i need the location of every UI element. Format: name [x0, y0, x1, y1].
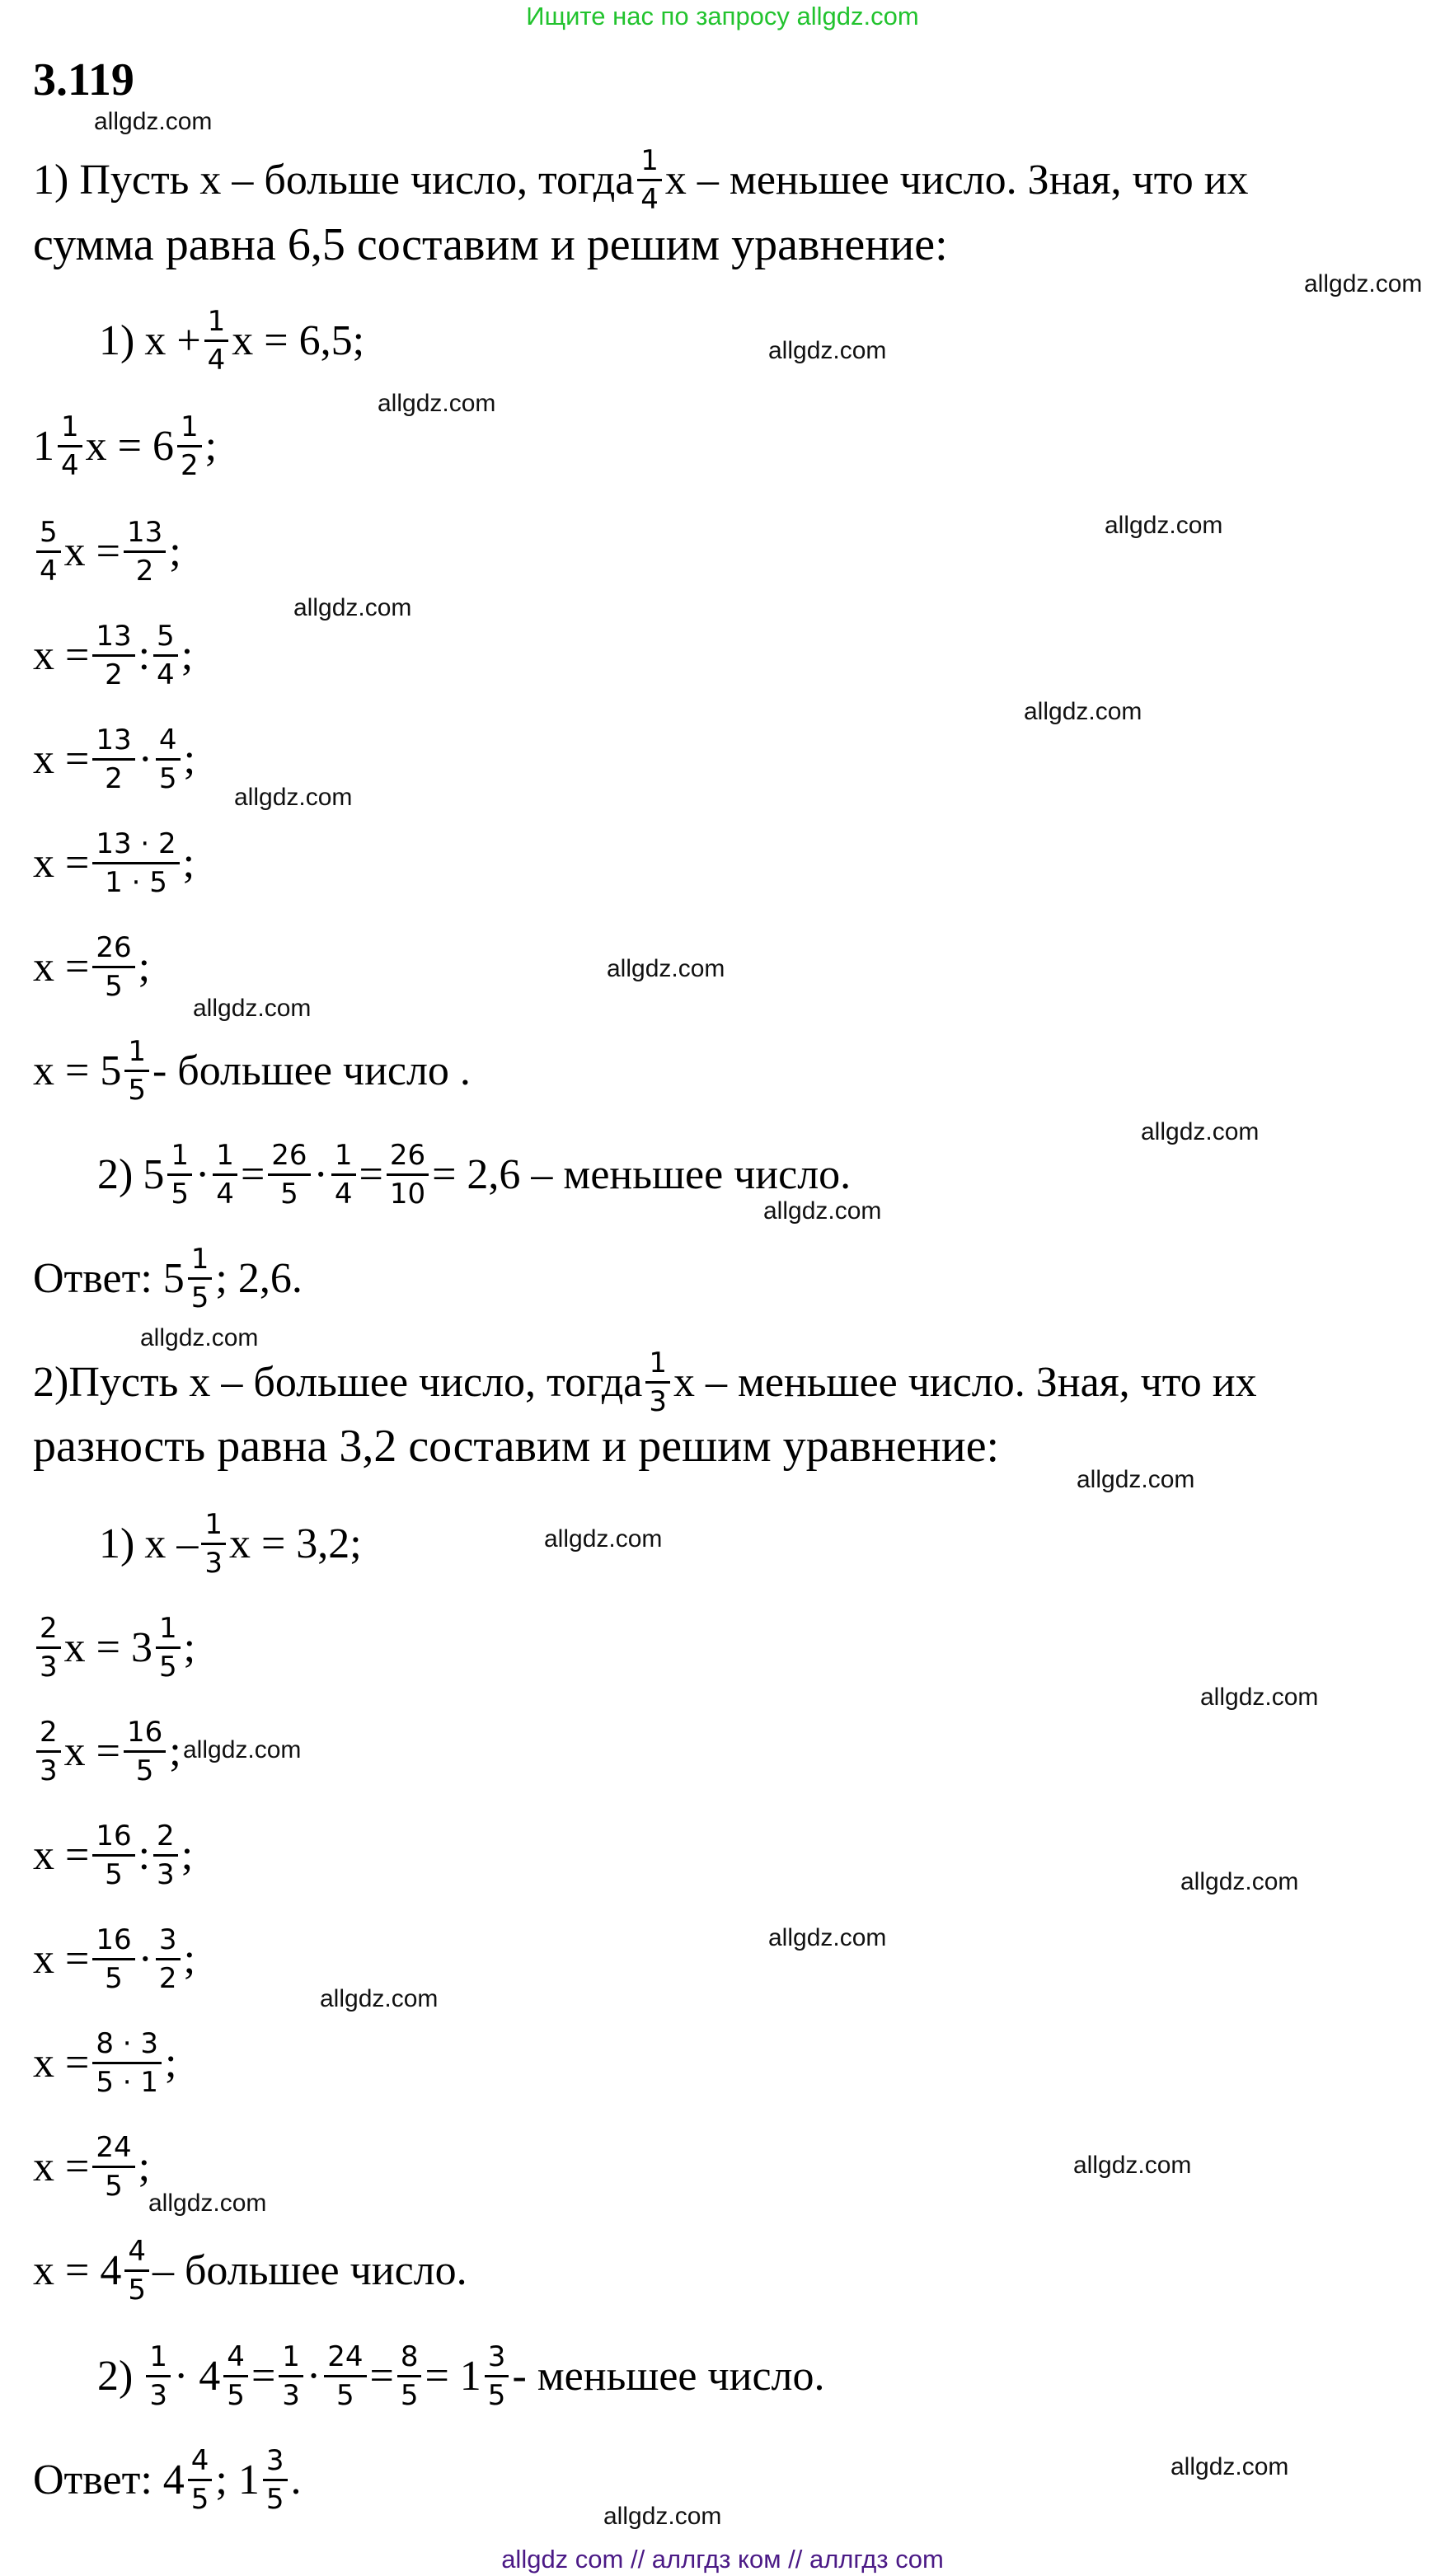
- watermark: allgdz.com: [1180, 1868, 1299, 1895]
- watermark: allgdz.com: [603, 2503, 722, 2530]
- watermark: allgdz.com: [1073, 2152, 1192, 2179]
- part2-eq5: x = $\frac{16}{5}$ · $\frac{3}{2}$ ;: [33, 1923, 196, 1995]
- watermark: allgdz.com: [1105, 512, 1223, 539]
- watermark: allgdz.com: [544, 1525, 663, 1553]
- watermark: allgdz.com: [1171, 2453, 1289, 2480]
- watermark: allgdz.com: [763, 1197, 882, 1225]
- fraction: $\frac{1}{4}$: [637, 144, 662, 216]
- watermark: allgdz.com: [768, 337, 887, 364]
- part2-eq6: x = $\frac{8 \cdot 3}{5 \cdot 1}$ ;: [33, 2027, 177, 2099]
- part2-intro-line1: 2)Пусть x – большее число, тогда $\frac{1}{3}$ x – меньшее число. Зная, что их: [33, 1347, 1257, 1418]
- watermark: allgdz.com: [140, 1324, 259, 1351]
- watermark: allgdz.com: [768, 1924, 887, 1951]
- search-banner: Ищите нас по запросу allgdz.com: [526, 2, 919, 30]
- watermark: allgdz.com: [320, 1985, 439, 2012]
- part1-eq7: x = $\frac{26}{5}$ ;: [33, 931, 151, 1003]
- watermark: allgdz.com: [293, 594, 412, 621]
- part1-intro-line2: сумма равна 6,5 составим и решим уравнение:: [33, 219, 948, 270]
- task-number: 3.119: [33, 54, 134, 105]
- part2-answer: Ответ: 4 $\frac{4}{5}$ ; 1 $\frac{3}{5}$ .: [33, 2444, 302, 2516]
- watermark: allgdz.com: [148, 2190, 267, 2217]
- text: x – меньшее число. Зная, что их: [664, 156, 1249, 204]
- part1-eq2: 1 $\frac{1}{4}$ x = 6 $\frac{1}{2}$ ;: [33, 410, 218, 482]
- part1-step1: 1) x + $\frac{1}{4}$ x = 6,5;: [99, 305, 365, 377]
- part2-eq4: x = $\frac{16}{5}$ : $\frac{2}{3}$ ;: [33, 1820, 194, 1891]
- part1-intro-line1: [33, 144, 1249, 216]
- part2-step2: 2) $\frac{1}{3}$ · 4 $\frac{4}{5}$ = $\frac{1}{3}$ · $\frac{24}{5}$ = $\frac{8}{5}$ = 1 $\frac{3}{5}$ - меньшее число.: [97, 2340, 825, 2412]
- part1-eq8: x = 5 $\frac{1}{5}$ - большее число .: [33, 1035, 471, 1107]
- watermark: allgdz.com: [607, 955, 725, 982]
- watermark: allgdz.com: [193, 995, 312, 1022]
- part1-eq5: x = $\frac{13}{2}$ · $\frac{4}{5}$ ;: [33, 724, 196, 795]
- footer-links[interactable]: allgdz com // аллгдз ком // аллгдз com: [501, 2545, 944, 2574]
- part1-eq4: x = $\frac{13}{2}$ : $\frac{5}{4}$ ;: [33, 620, 194, 691]
- watermark: allgdz.com: [234, 784, 353, 811]
- part2-step1: 1) x – $\frac{1}{3}$ x = 3,2;: [99, 1508, 362, 1580]
- part2-eq7: x = $\frac{24}{5}$ ;: [33, 2131, 151, 2203]
- part2-eq3: $\frac{2}{3}$ x = $\frac{16}{5}$ ;: [33, 1716, 181, 1787]
- part1-step2: 2) 5 $\frac{1}{5}$ · $\frac{1}{4}$ = $\frac{26}{5}$ · $\frac{1}{4}$ = $\frac{26}{10}$ = 2,6 – меньшее число.: [97, 1139, 852, 1211]
- part2-intro-line2: разность равна 3,2 составим и решим уравнение:: [33, 1421, 1000, 1472]
- part1-eq3: $\frac{5}{4}$ x = $\frac{13}{2}$ ;: [33, 516, 181, 588]
- text: 1) Пусть x – больше число, тогда: [33, 156, 635, 204]
- watermark: allgdz.com: [378, 390, 496, 417]
- part2-eq8: x = 4 $\frac{4}{5}$ – большее число.: [33, 2235, 467, 2307]
- watermark: allgdz.com: [94, 108, 213, 135]
- watermark: allgdz.com: [1200, 1684, 1319, 1711]
- watermark: allgdz.com: [1024, 698, 1142, 725]
- part1-answer: Ответ: 5 $\frac{1}{5}$ ; 2,6.: [33, 1243, 303, 1314]
- part1-eq6: x = $\frac{13 \cdot 2}{1 \cdot 5}$ ;: [33, 827, 195, 899]
- watermark: allgdz.com: [183, 1736, 302, 1763]
- watermark: allgdz.com: [1304, 270, 1423, 297]
- watermark: allgdz.com: [1077, 1466, 1195, 1493]
- watermark: allgdz.com: [1141, 1118, 1260, 1145]
- part2-eq2: $\frac{2}{3}$ x = 3 $\frac{1}{5}$ ;: [33, 1612, 195, 1684]
